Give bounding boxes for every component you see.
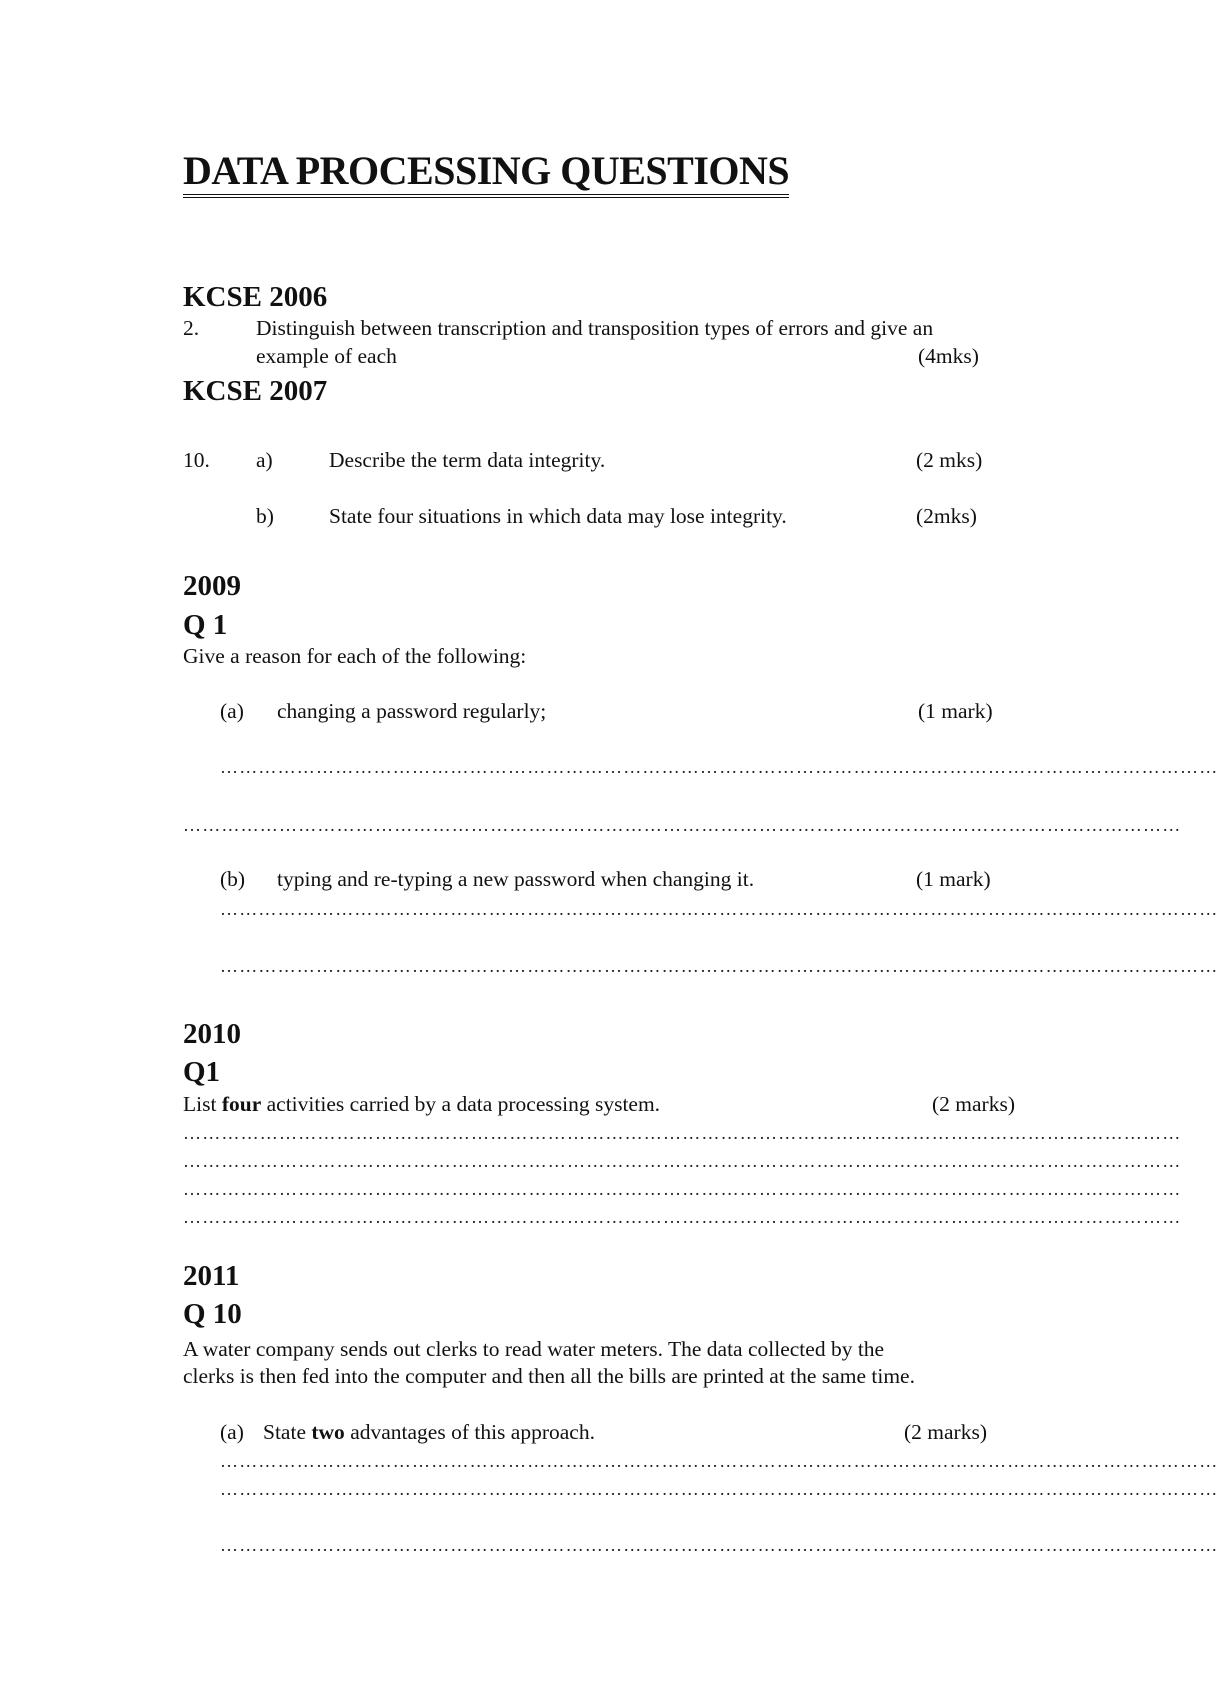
- answer-line: …………………………………………………………………………………………………………………………………………: [220, 1479, 1218, 1499]
- subquestion-marks: (1 mark): [918, 699, 993, 723]
- subquestion-text: State two advantages of this approach.: [263, 1420, 595, 1444]
- question-text-line-2: example of each: [256, 344, 397, 368]
- section-year-2011: 2011: [183, 1260, 240, 1292]
- subquestion-label: b): [256, 504, 274, 528]
- answer-line: …………………………………………………………………………………………………………………………………………: [183, 1179, 1182, 1199]
- answer-line: …………………………………………………………………………………………………………………………………………: [220, 1451, 1218, 1471]
- subquestion-text: changing a password regularly;: [277, 699, 547, 723]
- answer-line: …………………………………………………………………………………………………………………………………………: [183, 1207, 1182, 1227]
- answer-line: …………………………………………………………………………………………………………………………………………: [220, 956, 1218, 976]
- subquestion-label: a): [256, 448, 273, 472]
- section-year-2010: 2010: [183, 1018, 241, 1050]
- page-title: DATA PROCESSING QUESTIONS: [183, 148, 789, 198]
- answer-line: …………………………………………………………………………………………………………………………………………: [220, 899, 1218, 919]
- subquestion-marks: (2 marks): [904, 1420, 987, 1444]
- answer-line: …………………………………………………………………………………………………………………………………………: [183, 815, 1182, 835]
- question-text-line-2: clerks is then fed into the computer and then all the bills are printed at the same time.: [183, 1364, 915, 1388]
- section-heading-kcse-2007: KCSE 2007: [183, 375, 328, 407]
- subquestion-text: State four situations in which data may lose integrity.: [329, 504, 787, 528]
- question-number: Q 10: [183, 1298, 242, 1330]
- section-heading-kcse-2006: KCSE 2006: [183, 281, 328, 313]
- question-text-line-1: A water company sends out clerks to read water meters. The data collected by the: [183, 1337, 885, 1361]
- subquestion-label: (a): [220, 699, 244, 723]
- subquestion-text: Describe the term data integrity.: [329, 448, 606, 472]
- subquestion-text: typing and re-typing a new password when changing it.: [277, 867, 755, 891]
- question-number: Q1: [183, 1056, 221, 1088]
- subquestion-marks: (1 mark): [916, 867, 991, 891]
- answer-line: …………………………………………………………………………………………………………………………………………: [220, 757, 1218, 777]
- question-marks: (2 marks): [932, 1092, 1015, 1116]
- subquestion-marks: (2 mks): [916, 448, 983, 472]
- question-number: 2.: [183, 316, 200, 340]
- answer-line: …………………………………………………………………………………………………………………………………………: [220, 1535, 1218, 1555]
- answer-line: …………………………………………………………………………………………………………………………………………: [183, 1123, 1182, 1143]
- subquestion-label: (a): [220, 1420, 244, 1444]
- answer-line: …………………………………………………………………………………………………………………………………………: [183, 1151, 1182, 1171]
- question-intro: Give a reason for each of the following:: [183, 644, 527, 668]
- question-text-line-1: Distinguish between transcription and transposition types of errors and give an: [256, 316, 934, 340]
- question-marks: (4mks): [918, 344, 979, 368]
- subquestion-marks: (2mks): [916, 504, 977, 528]
- question-text: List four activities carried by a data processing system.: [183, 1092, 661, 1116]
- question-number: Q 1: [183, 609, 228, 641]
- subquestion-label: (b): [220, 867, 246, 891]
- question-number: 10.: [183, 448, 210, 472]
- section-year-2009: 2009: [183, 570, 241, 602]
